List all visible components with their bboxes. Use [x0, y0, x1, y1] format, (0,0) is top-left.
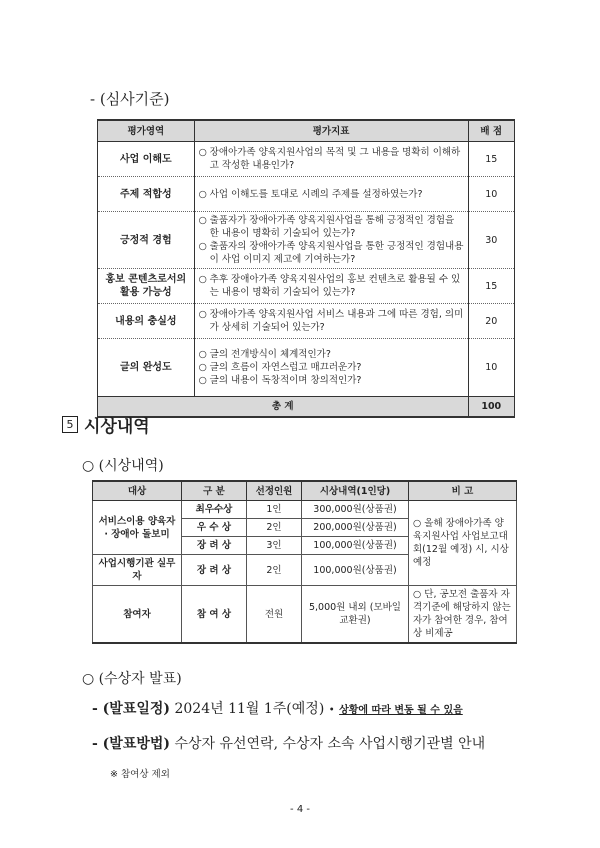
award-prize: 100,000원(상품권) [302, 555, 409, 586]
award-prize: 100,000원(상품권) [302, 537, 409, 555]
indicator-text: 장애아가족 양육지원사업 서비스 내용과 그에 따른 경험, 의미가 상세히 기술되어 있는가? [209, 309, 464, 333]
announce-date-label: - (발표일정) [92, 701, 171, 717]
evaluation-row [98, 142, 515, 177]
award-count: 1인 [247, 501, 302, 519]
footnote: ※ 참여상 제외 [110, 769, 170, 780]
indicator-text: 장애아가족 양육지원사업의 목적 및 그 내용을 명확히 이해하고 작성한 내용인가? [209, 147, 461, 171]
evaluation-row [98, 177, 515, 212]
note-bullet: • [328, 705, 335, 716]
award-group-participants: 참여자 [93, 586, 182, 644]
evaluation-row [98, 304, 515, 339]
evaluation-area: 글의 완성도 [98, 339, 195, 397]
award-table [92, 480, 517, 644]
announce-date-note: 상황에 따라 변동 될 수 있음 [339, 705, 463, 716]
award-header-target: 대상 [93, 481, 182, 501]
indicator-bullet: ○ [198, 309, 207, 320]
evaluation-header-row [98, 120, 515, 142]
evaluation-row [98, 212, 515, 269]
announce-date-line [92, 698, 463, 718]
award-prize: 300,000원(상품권) [302, 501, 409, 519]
evaluation-indicator-item [199, 146, 464, 172]
evaluation-row [98, 269, 515, 304]
evaluation-score: 30 [468, 212, 514, 269]
evaluation-score: 20 [468, 304, 514, 339]
award-type: 우 수 상 [182, 519, 247, 537]
evaluation-table [97, 119, 515, 418]
page-number: - 4 - [290, 804, 310, 815]
evaluation-indicator-item [199, 240, 464, 266]
evaluation-area: 내용의 충실성 [98, 304, 195, 339]
award-group-parents: 서비스이용 양육자 · 장애아 돌보미 [93, 501, 182, 555]
indicator-bullet: ○ [198, 375, 207, 386]
announce-method-value: 수상자 유선연락, 수상자 소속 사업시행기관별 안내 [174, 736, 486, 752]
indicator-bullet: ○ [198, 241, 207, 252]
evaluation-indicator-item [199, 273, 464, 299]
indicator-text: 사업 이해도를 토대로 시례의 주제를 설정하였는가? [209, 188, 423, 200]
evaluation-indicator-item [199, 214, 464, 240]
award-count: 전원 [247, 586, 302, 644]
award-header-row [93, 481, 517, 501]
award-subheading: ○ (시상내역) [82, 458, 164, 474]
indicator-bullet: ○ [198, 188, 207, 200]
award-row [93, 586, 517, 644]
announce-method-line [92, 733, 485, 753]
section-title: 시상내역 [84, 417, 150, 437]
total-row [98, 397, 515, 418]
evaluation-area: 홍보 콘텐츠로서의 활용 가능성 [98, 269, 195, 304]
award-type: 장 려 상 [182, 555, 247, 586]
header-area: 평가영역 [98, 120, 195, 142]
award-note-eligibility: ○ 단, 공모전 출품자 자격기준에 해당하지 않는 자가 참여한 경우, 참여상 비제공 [409, 586, 517, 644]
evaluation-indicator-item [199, 188, 464, 201]
evaluation-score: 10 [468, 177, 514, 212]
award-group-staff: 사업시행기관 실무자 [93, 555, 182, 586]
award-count: 2인 [247, 519, 302, 537]
award-count: 3인 [247, 537, 302, 555]
evaluation-indicators [194, 142, 468, 177]
evaluation-indicators [194, 212, 468, 269]
announce-heading: ○ (수상자 발표) [82, 671, 182, 687]
evaluation-area: 주제 적합성 [98, 177, 195, 212]
award-header-type: 구 분 [182, 481, 247, 501]
award-prize: 5,000원 내외 (모바일교환권) [302, 586, 409, 644]
indicator-text: 출품자의 장애아가족 양육지원사업을 통한 긍정적인 경험내용이 사업 이미지 제고에 기여하는가? [209, 241, 464, 265]
indicator-text: 글의 흐름이 자연스럽고 매끄러운가? [209, 362, 362, 373]
indicator-text: 출품자가 장애아가족 양육지원사업을 통해 긍정적인 경험을 한 내용이 명확히 기술되어 있는가? [209, 215, 455, 239]
evaluation-row [98, 339, 515, 397]
evaluation-indicators [194, 304, 468, 339]
award-row [93, 501, 517, 519]
announce-method-label: - (발표방법) [92, 736, 171, 752]
section-heading-awards [62, 412, 150, 437]
indicator-bullet: ○ [198, 147, 207, 158]
evaluation-score: 15 [468, 269, 514, 304]
indicator-bullet: ○ [198, 215, 207, 226]
evaluation-indicator-item [199, 361, 464, 374]
award-header-note: 비 고 [409, 481, 517, 501]
award-note-ceremony: ○ 올해 장애아가족 양육지원사업 사업보고대회(12월 예정) 시, 시상 예정 [409, 501, 517, 586]
award-prize: 200,000원(상품권) [302, 519, 409, 537]
evaluation-indicator-item [199, 374, 464, 387]
total-label: 총 계 [98, 397, 469, 418]
indicator-text: 추후 장애아가족 양육지원사업의 홍보 컨텐츠로 활용될 수 있는 내용이 명확히 기술되어 있는가? [209, 274, 461, 298]
award-type: 최우수상 [182, 501, 247, 519]
header-indicator: 평가지표 [194, 120, 468, 142]
award-type: 참 여 상 [182, 586, 247, 644]
award-type: 장 려 상 [182, 537, 247, 555]
evaluation-indicators [194, 269, 468, 304]
total-value: 100 [468, 397, 514, 418]
evaluation-indicator-item [199, 308, 464, 334]
announce-date-value: 2024년 11월 1주(예정) [174, 701, 325, 717]
indicator-bullet: ○ [198, 362, 207, 373]
evaluation-score: 10 [468, 339, 514, 397]
indicator-bullet: ○ [198, 274, 207, 285]
evaluation-area: 사업 이해도 [98, 142, 195, 177]
section-number: 5 [62, 416, 78, 433]
indicator-text: 글의 전개방식이 체계적인가? [209, 349, 331, 360]
award-header-prize: 시상내역(1인당) [302, 481, 409, 501]
indicator-bullet: ○ [198, 349, 207, 360]
criteria-heading: - (심사기준) [90, 90, 170, 108]
award-header-count: 선정인원 [247, 481, 302, 501]
indicator-text: 글의 내용이 독창적이며 창의적인가? [209, 375, 362, 386]
award-count: 2인 [247, 555, 302, 586]
evaluation-indicators [194, 339, 468, 397]
evaluation-area: 긍정적 경험 [98, 212, 195, 269]
evaluation-score: 15 [468, 142, 514, 177]
evaluation-indicators [194, 177, 468, 212]
header-score: 배 점 [468, 120, 514, 142]
evaluation-indicator-item [199, 348, 464, 361]
